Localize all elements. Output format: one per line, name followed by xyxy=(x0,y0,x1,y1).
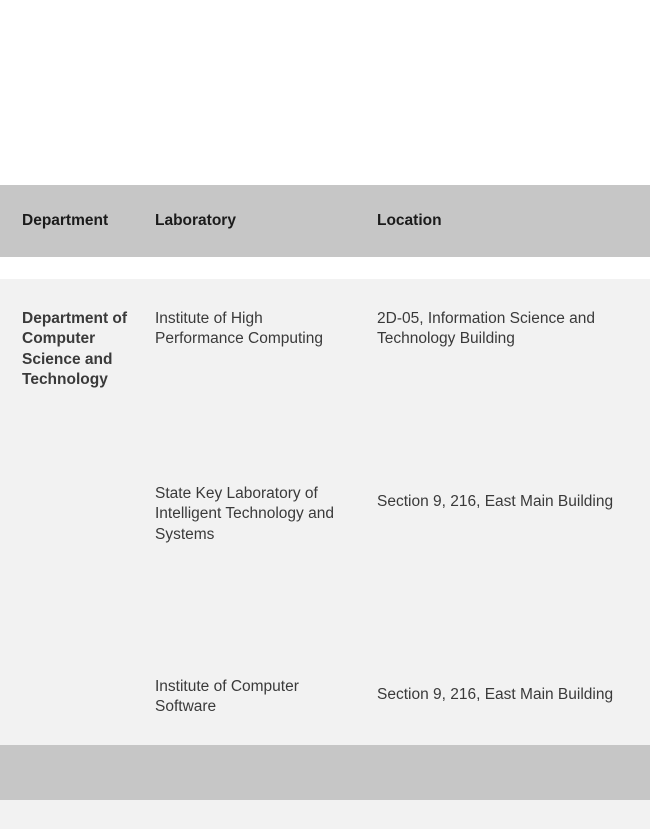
table-tail-row xyxy=(0,795,650,829)
department-laboratory-table-container xyxy=(0,185,650,829)
column-header-location-label: Location xyxy=(377,212,442,229)
cell-location: 2D-05, Information Science and Technology Building xyxy=(377,279,650,454)
table-row xyxy=(0,279,650,454)
table-spacer-cell xyxy=(377,257,650,279)
column-header-laboratory xyxy=(155,185,377,257)
cell-laboratory: Institute of Computer Software xyxy=(155,647,377,795)
department-laboratory-table xyxy=(0,185,650,829)
table-header-row xyxy=(0,185,650,257)
table-tail-cell xyxy=(377,795,650,829)
cell-department xyxy=(0,454,155,647)
column-header-location xyxy=(377,185,650,257)
cell-department: Department of Computer Science and Technology xyxy=(0,279,155,454)
cell-laboratory: State Key Laboratory of Intelligent Technology and Systems xyxy=(155,454,377,647)
table-row xyxy=(0,454,650,647)
cell-location: Section 9, 216, East Main Building xyxy=(377,454,650,647)
page-top-whitespace xyxy=(0,0,650,185)
column-header-laboratory-label: Laboratory xyxy=(155,212,236,229)
column-header-department-label: Department xyxy=(22,212,109,229)
table-spacer-cell xyxy=(0,257,155,279)
table-tail-cell xyxy=(155,795,377,829)
table-spacer-row xyxy=(0,257,650,279)
column-header-department xyxy=(0,185,155,257)
cell-location: Section 9, 216, East Main Building xyxy=(377,647,650,795)
table-spacer-cell xyxy=(155,257,377,279)
table-header xyxy=(0,185,650,257)
table-body xyxy=(0,257,650,829)
table-tail-cell xyxy=(0,795,155,829)
cell-laboratory: Institute of High Performance Computing xyxy=(155,279,377,454)
table-bottom-band xyxy=(0,745,650,800)
